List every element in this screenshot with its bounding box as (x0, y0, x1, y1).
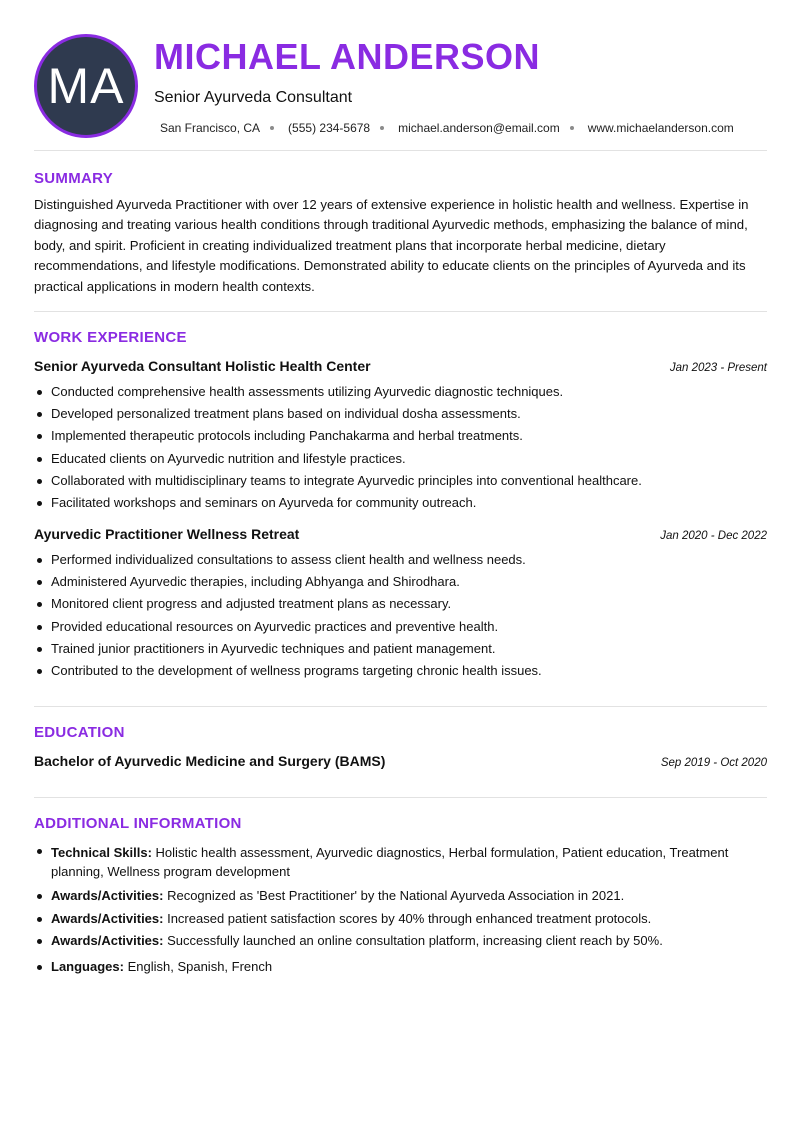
avatar (34, 34, 138, 138)
job-header (34, 526, 767, 542)
education-entry (34, 753, 767, 769)
job-bullet-list (34, 384, 767, 517)
item-label: Awards/Activities: (51, 888, 164, 903)
list-item (34, 959, 767, 975)
item-text: Recognized as 'Best Practitioner' by the National Ayurveda Association in 2021. (163, 888, 625, 903)
list-item: Collaborated with multidisciplinary teams to integrate Ayurvedic principles into conventional healthcare. (34, 473, 767, 489)
list-item: Performed individualized consultations to assess client health and wellness needs. (34, 552, 767, 568)
separator-dot (270, 126, 274, 130)
list-item (34, 843, 767, 881)
job-date: Jan 2020 - Dec 2022 (660, 530, 767, 542)
item-text: Holistic health assessment, Ayurvedic diagnostics, Herbal formulation, Patient education, Treatment planning, Wellness program development (51, 845, 729, 879)
list-item: Facilitated workshops and seminars on Ayurveda for community outreach. (34, 495, 767, 511)
section-divider (34, 706, 767, 707)
candidate-title: Senior Ayurveda Consultant (154, 89, 353, 106)
section-divider (34, 797, 767, 798)
list-item (34, 911, 767, 927)
summary-text: Distinguished Ayurveda Practitioner with over 12 years of extensive experience in holistic health and wellness. Expertise in diagnosing and treating various health conditions through traditional Ayurvedic methods, emphasizing the balance of mind, body, and spirit. Proficient in creating individualized treatment plans that incorporate herbal medicine, dietary recommendations, and lifestyle modifications. Demonstrated ability to educate clients on the principles of Ayurveda and its practical applications in modern health contexts. (34, 197, 749, 294)
list-item: Developed personalized treatment plans based on individual dosha assessments. (34, 406, 767, 422)
list-item: Trained junior practitioners in Ayurvedic techniques and patient management. (34, 641, 767, 657)
list-item: Administered Ayurvedic therapies, including Abhyanga and Shirodhara. (34, 574, 767, 590)
item-text: Successfully launched an online consultation platform, increasing client reach by 50%. (163, 933, 663, 948)
avatar-initials: MA (47, 58, 125, 114)
resume-header (0, 0, 800, 150)
job-bullet-list (34, 552, 767, 685)
separator-dot (570, 126, 574, 130)
item-label: Languages: (51, 959, 124, 974)
section-divider (34, 311, 767, 312)
list-item: Provided educational resources on Ayurvedic practices and preventive health. (34, 619, 767, 635)
contact-line (160, 121, 734, 135)
item-label: Awards/Activities: (51, 910, 164, 926)
job-header (34, 358, 767, 374)
list-item: Conducted comprehensive health assessments utilizing Ayurvedic diagnostic techniques. (34, 384, 767, 400)
contact-website[interactable]: www.michaelanderson.com (587, 121, 734, 135)
list-item (34, 933, 767, 949)
contact-email[interactable]: michael.anderson@email.com (398, 121, 560, 135)
experience-heading: WORK EXPERIENCE (34, 329, 187, 346)
section-divider (34, 150, 767, 151)
job-role: Senior Ayurveda Consultant Holistic Health Center (34, 358, 371, 374)
education-date: Sep 2019 - Oct 2020 (660, 757, 767, 769)
additional-info-heading: ADDITIONAL INFORMATION (34, 815, 242, 832)
item-text: Increased patient satisfaction scores by 40% through enhanced treatment protocols. (163, 910, 652, 926)
education-heading: EDUCATION (34, 724, 125, 741)
summary-heading: SUMMARY (34, 170, 114, 187)
item-label: Awards/Activities: (51, 933, 164, 948)
list-item: Monitored client progress and adjusted treatment plans as necessary. (34, 596, 767, 612)
list-item: Contributed to the development of wellness programs targeting chronic health issues. (34, 663, 767, 679)
contact-location: San Francisco, CA (160, 121, 261, 135)
job-date: Jan 2023 - Present (669, 362, 767, 374)
degree-title: Bachelor of Ayurvedic Medicine and Surgery (BAMS) (34, 753, 386, 769)
item-label: Technical Skills: (51, 845, 152, 860)
contact-phone: (555) 234-5678 (288, 121, 371, 135)
item-text: English, Spanish, French (123, 959, 273, 974)
additional-info-list (34, 843, 767, 982)
list-item: Implemented therapeutic protocols including Panchakarma and herbal treatments. (34, 428, 767, 444)
candidate-name: MICHAEL ANDERSON (154, 36, 541, 77)
list-item (34, 888, 767, 904)
list-item: Educated clients on Ayurvedic nutrition and lifestyle practices. (34, 451, 767, 467)
separator-dot (380, 126, 384, 130)
job-role: Ayurvedic Practitioner Wellness Retreat (34, 526, 300, 542)
